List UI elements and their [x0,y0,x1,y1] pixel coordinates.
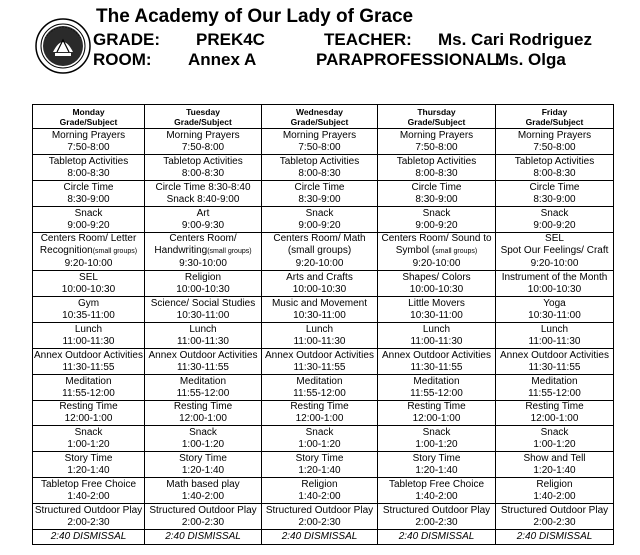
schedule-cell [33,452,145,478]
day-subtitle: Grade/Subject [525,116,584,127]
activity-time: 8:00-8:30 [298,167,341,179]
school-seal-icon [35,18,91,74]
schedule-cell [496,401,614,426]
schedule-cell [145,401,262,426]
activity-name: Annex Outdoor Activities [382,349,491,361]
activity-name: SEL [79,271,98,283]
schedule-cell [33,233,145,271]
activity-time: 7:50-8:00 [415,141,458,153]
schedule-cell [496,349,614,375]
activity-time: 7:50-8:00 [181,141,225,153]
day-name: Tuesday [186,106,220,117]
activity-name: Resting Time [525,401,584,412]
schedule-cell [262,426,378,452]
schedule-row [33,271,614,297]
schedule-cell [496,426,614,452]
activity-time: 10:30-11:00 [528,309,581,321]
day-name: Monday [72,106,105,117]
schedule-row [33,233,614,271]
activity-time: 12:00-1:00 [64,413,113,424]
activity-time: 8:30-9:00 [298,193,341,205]
activity-name: Morning Prayers [51,129,126,141]
schedule-row [33,323,614,349]
activity-time: 10:35-11:00 [62,309,115,321]
activity-time: 11:30-11:55 [293,361,346,373]
schedule-cell [378,233,496,271]
schedule-cell [33,530,145,545]
activity-name: Structured Outdoor Play [500,504,609,516]
activity-time: 12:00-1:00 [295,413,344,424]
schedule-cell [145,349,262,375]
activity-name: Resting Time [407,401,466,412]
activity-time: 9:00-9:20 [67,219,110,231]
activity-time: 11:30-11:55 [528,361,581,373]
activity-time: 11:00-11:30 [528,335,581,347]
activity-name: Story Time [179,452,227,464]
activity-name: Centers Room/ Sound to [381,233,492,244]
activity-time: 8:00-8:30 [181,167,225,179]
schedule-row [33,530,614,545]
schedule-cell [262,207,378,233]
schedule-row [33,426,614,452]
schedule-cell [33,401,145,426]
activity-name: Story Time [412,452,461,464]
schedule-cell [378,271,496,297]
day-name: Wednesday [295,106,344,117]
schedule-cell [496,452,614,478]
activity-name: Little Movers [408,297,465,309]
schedule-cell [33,207,145,233]
school-name: The Academy of Our Lady of Grace [96,6,414,27]
activity-name: Annex Outdoor Activities [34,349,143,361]
schedule-cell [262,323,378,349]
schedule-row [33,297,614,323]
activity-name: Circle Time 8:30-8:40 [155,181,251,193]
activity-name: Resting Time [290,401,349,412]
activity-name: Centers Room/ Math [273,233,366,244]
activity-time: 9:20-10:00 [64,258,113,269]
activity-detail [145,245,261,258]
activity-time: 1:40-2:00 [181,490,225,502]
activity-detail [262,245,377,258]
schedule-cell [378,426,496,452]
day-header-monday [33,105,145,129]
activity-time: 1:20-1:40 [67,464,110,476]
activity-time: 11:30-11:55 [177,361,229,373]
schedule-cell [378,452,496,478]
day-header-friday [496,105,614,129]
schedule-cell [262,530,378,545]
activity-name: Circle Time [529,181,580,193]
schedule-cell [378,181,496,207]
page-header [0,0,640,100]
schedule-cell [33,349,145,375]
activity-time: 1:00-1:20 [67,438,110,450]
activity-name: 2:40 DISMISSAL [516,531,593,542]
schedule-cell [145,271,262,297]
activity-detail-text: Spot Our Feelings/ Craft [500,245,609,256]
activity-name: Meditation [179,375,227,387]
activity-name: Instrument of the Month [501,271,608,283]
activity-time: 11:55-12:00 [62,387,115,399]
activity-name: Math based play [166,478,240,490]
schedule-cell [33,426,145,452]
activity-detail-text: Handwriting [154,245,208,256]
activity-name: Tabletop Activities [163,155,243,167]
schedule-cell [33,297,145,323]
schedule-cell [378,504,496,530]
schedule-cell [496,271,614,297]
activity-time: 9:00-9:20 [298,219,341,231]
activity-time: 11:00-11:30 [177,335,229,347]
activity-time: 10:00-10:30 [176,283,230,295]
activity-name: 2:40 DISMISSAL [165,531,241,542]
schedule-row [33,349,614,375]
activity-name: Tabletop Free Choice [40,478,137,490]
schedule-cell [33,375,145,401]
schedule-table [32,104,614,545]
activity-name: Snack [540,207,569,219]
activity-name: Morning Prayers [166,129,240,141]
activity-time: 11:00-11:30 [62,335,115,347]
schedule-cell [262,401,378,426]
activity-time: 1:40-2:00 [533,490,576,502]
schedule-body [33,129,614,545]
schedule-cell [262,181,378,207]
activity-name: Tabletop Activities [48,155,129,167]
activity-name: SEL [545,233,564,244]
activity-time: 8:00-8:30 [67,167,110,179]
activity-name: Snack [305,207,334,219]
schedule-cell [262,349,378,375]
activity-time: 9:00-9:20 [533,219,576,231]
activity-name: Shapes/ Colors [402,271,471,283]
grade-value: PREK4C [196,30,265,49]
day-subtitle: Grade/Subject [174,116,232,127]
activity-time: 1:00-1:20 [298,438,341,450]
activity-time: 1:00-1:20 [533,438,576,450]
activity-name: 2:40 DISMISSAL [50,531,127,542]
activity-name: Religion [301,478,338,490]
activity-name: Tabletop Activities [279,155,360,167]
activity-time: 9:20-10:00 [412,258,461,269]
activity-time: 9:00-9:30 [181,219,225,231]
activity-detail-text: (small groups) [287,245,352,256]
schedule-cell [496,530,614,545]
activity-time: 11:55-12:00 [176,387,230,399]
activity-name: Snack [305,426,334,438]
activity-time: 1:20-1:40 [298,464,341,476]
schedule-cell [262,271,378,297]
activity-time: 1:20-1:40 [181,464,225,476]
schedule-cell [33,323,145,349]
activity-name: Lunch [305,323,334,335]
activity-name: Structured Outdoor Play [149,504,257,516]
activity-time: 11:00-11:30 [293,335,346,347]
schedule-cell [496,323,614,349]
grade-label: GRADE: [93,30,161,49]
activity-name: Arts and Crafts [286,271,353,283]
activity-time: 1:40-2:00 [415,490,458,502]
schedule-row [33,375,614,401]
activity-name: Snack [422,426,451,438]
activity-name: Tabletop Activities [514,155,595,167]
activity-name: Story Time [64,452,113,464]
schedule-cell [496,478,614,504]
activity-time: 10:00-10:30 [409,283,464,295]
activity-time: 12:00-1:00 [530,413,579,424]
schedule-cell [496,155,614,181]
activity-time: 2:00-2:30 [415,516,458,528]
para-label: PARAPROFESSIONAL: [316,50,503,69]
activity-time: 2:00-2:30 [533,516,576,528]
schedule-cell [496,207,614,233]
day-header-tuesday [145,105,262,129]
activity-name: Meditation [413,375,460,387]
day-subtitle: Grade/Subject [290,116,349,127]
schedule-row [33,504,614,530]
schedule-cell [145,452,262,478]
activity-time: 12:00-1:00 [179,413,227,424]
activity-name: Tabletop Free Choice [388,478,485,490]
schedule-cell [496,129,614,155]
activity-name: Tabletop Activities [396,155,477,167]
schedule-cell [145,207,262,233]
activity-time: 7:50-8:00 [298,141,341,153]
schedule-row [33,478,614,504]
teacher-label: TEACHER: [324,30,412,49]
activity-name: Religion [536,478,573,490]
activity-time: 12:00-1:00 [412,413,461,424]
activity-time: 8:30-9:00 [533,193,576,205]
day-subtitle: Grade/Subject [407,116,466,127]
schedule-row [33,181,614,207]
schedule-row [33,155,614,181]
schedule-row [33,401,614,426]
activity-time: 2:00-2:30 [298,516,341,528]
activity-time: 8:00-8:30 [533,167,576,179]
schedule-cell [145,129,262,155]
activity-time: 1:20-1:40 [533,464,576,476]
schedule-cell [262,452,378,478]
activity-name: Meditation [296,375,343,387]
schedule-cell [378,297,496,323]
schedule-cell [262,129,378,155]
schedule-cell [145,297,262,323]
schedule-cell [33,478,145,504]
room-label: ROOM: [93,50,152,69]
activity-name: Religion [184,271,222,283]
activity-name: Structured Outdoor Play [382,504,491,516]
para-value: Ms. Olga [495,50,566,69]
schedule-cell [262,297,378,323]
schedule-cell [145,530,262,545]
activity-name: Resting Time [173,401,233,412]
activity-time: 2:00-2:30 [181,516,225,528]
activity-time: 8:30-9:00 [415,193,458,205]
activity-name: Centers Room/ Letter [40,233,137,244]
schedule-cell [33,271,145,297]
schedule-cell [496,504,614,530]
activity-detail-text: Symbol ( [395,245,436,256]
activity-time: 7:50-8:00 [533,141,576,153]
activity-name: Music and Movement [271,297,368,309]
schedule-cell [378,478,496,504]
schedule-cell [145,181,262,207]
activity-name: Show and Tell [523,452,586,464]
activity-time: 8:30-9:00 [67,193,110,205]
schedule-cell [145,375,262,401]
activity-time: 1:40-2:00 [298,490,341,502]
activity-detail [33,245,144,258]
activity-name: Lunch [422,323,451,335]
activity-time: 10:30-11:00 [176,309,230,321]
activity-name: Circle Time [411,181,462,193]
schedule-cell [33,181,145,207]
activity-name: Structured Outdoor Play [265,504,374,516]
activity-name: Centers Room/ [169,233,237,244]
activity-time: 11:30-11:55 [62,361,115,373]
activity-time: 1:20-1:40 [415,464,458,476]
activity-name: Story Time [295,452,344,464]
schedule-cell [378,375,496,401]
activity-name: Structured Outdoor Play [34,504,143,516]
activity-time: 9:20-10:00 [530,258,579,269]
activity-time: 1:00-1:20 [181,438,225,450]
activity-detail [496,245,613,258]
activity-name: 2:40 DISMISSAL [281,531,358,542]
schedule-cell [262,478,378,504]
activity-time: 10:00-10:30 [527,283,582,295]
schedule-cell [262,155,378,181]
activity-name: Snack [422,207,451,219]
activity-name: Resting Time [59,401,118,412]
schedule-cell [145,504,262,530]
activity-name: Circle Time [294,181,345,193]
schedule-cell [378,530,496,545]
activity-note: (small groups) [207,248,252,255]
schedule-cell [145,323,262,349]
activity-name: Snack [189,426,217,438]
room-value: Annex A [188,50,257,69]
day-name: Friday [541,106,568,117]
activity-time: 10:30-11:00 [293,309,346,321]
activity-time: 10:00-10:30 [292,283,347,295]
schedule-row [33,452,614,478]
activity-name: Morning Prayers [517,129,592,141]
activity-detail-text: Recognition [39,245,93,256]
schedule-cell [496,181,614,207]
activity-name: Lunch [74,323,103,335]
schedule-cell [378,207,496,233]
activity-note: (small groups) [92,248,138,255]
schedule-cell [378,401,496,426]
activity-time: 1:40-2:00 [67,490,110,502]
schedule-cell [145,478,262,504]
schedule-cell [262,504,378,530]
schedule-cell [378,349,496,375]
activity-time: 7:50-8:00 [67,141,110,153]
activity-name: Snack [540,426,569,438]
schedule-row [33,207,614,233]
schedule-row [33,129,614,155]
activity-time: 10:00-10:30 [61,283,116,295]
activity-name: Meditation [531,375,578,387]
activity-name: Circle Time [63,181,114,193]
activity-name: Gym [77,297,100,309]
activity-time: 9:30-10:00 [179,258,227,269]
day-header-wednesday [262,105,378,129]
day-header-thursday [378,105,496,129]
schedule-cell [33,129,145,155]
activity-note: small groups) [435,248,478,255]
activity-name: Snack [74,207,103,219]
schedule-cell [496,375,614,401]
activity-time: 11:55-12:00 [528,387,581,399]
activity-time: Snack 8:40-9:00 [166,193,240,205]
activity-name: Art [196,207,210,219]
activity-time: 11:55-12:00 [410,387,463,399]
activity-name: Annex Outdoor Activities [500,349,609,361]
activity-name: Annex Outdoor Activities [148,349,258,361]
schedule-cell [378,129,496,155]
schedule-cell [496,233,614,271]
schedule-cell [262,233,378,271]
schedule-cell [33,155,145,181]
activity-name: Yoga [543,297,566,309]
activity-name: Snack [74,426,103,438]
activity-name: Lunch [540,323,569,335]
teacher-value: Ms. Cari Rodriguez [438,30,592,49]
activity-name: 2:40 DISMISSAL [398,531,475,542]
schedule-cell [262,375,378,401]
schedule-header-row [33,105,614,129]
activity-time: 11:00-11:30 [410,335,463,347]
activity-time: 8:00-8:30 [415,167,458,179]
schedule-cell [496,297,614,323]
activity-name: Annex Outdoor Activities [265,349,374,361]
activity-time: 10:30-11:00 [410,309,463,321]
schedule-cell [145,426,262,452]
schedule-cell [378,155,496,181]
activity-name: Lunch [189,323,217,335]
activity-time: 9:20-10:00 [295,258,344,269]
activity-detail [378,245,495,258]
activity-name: Meditation [65,375,112,387]
activity-time: 1:00-1:20 [415,438,458,450]
activity-time: 11:30-11:55 [410,361,463,373]
day-name: Thursday [417,106,456,117]
schedule-cell [378,323,496,349]
day-subtitle: Grade/Subject [59,116,118,127]
activity-time: 9:00-9:20 [415,219,458,231]
schedule-cell [33,504,145,530]
schedule-cell [145,155,262,181]
schedule-cell [145,233,262,271]
activity-name: Science/ Social Studies [150,297,256,309]
activity-name: Morning Prayers [399,129,474,141]
activity-time: 11:55-12:00 [293,387,346,399]
activity-name: Morning Prayers [282,129,357,141]
activity-time: 2:00-2:30 [67,516,110,528]
